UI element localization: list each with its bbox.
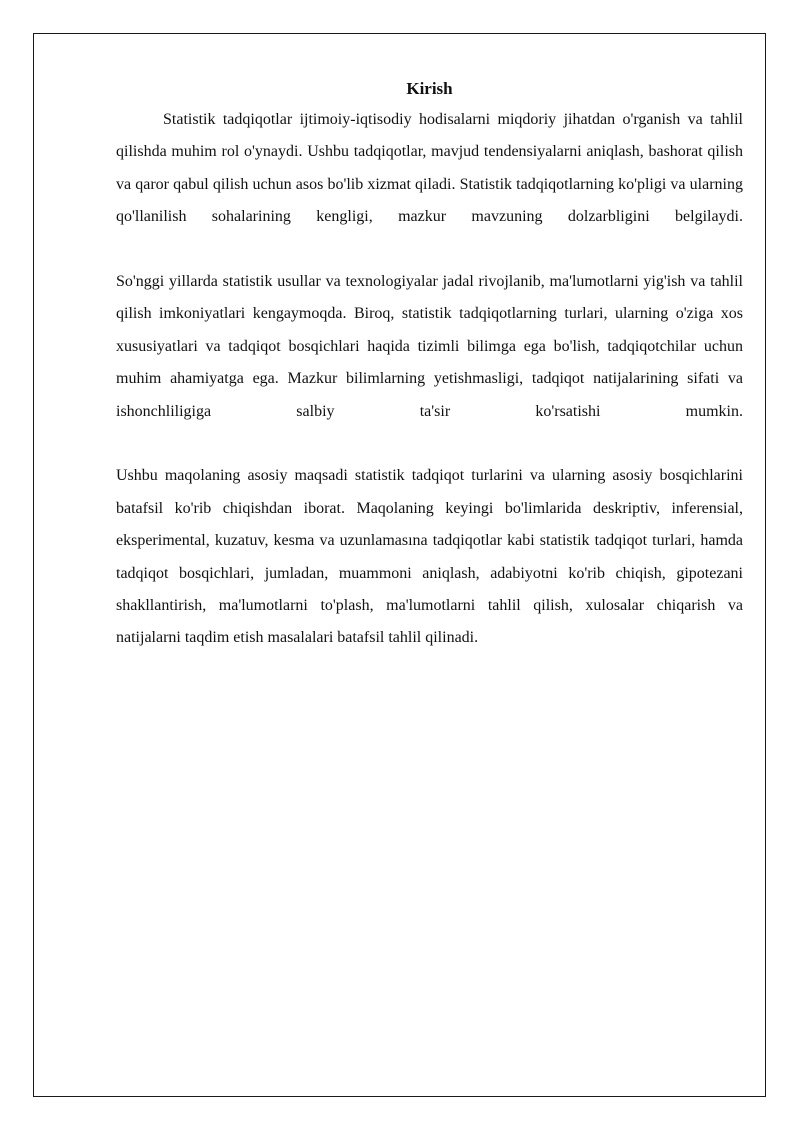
paragraph-intro: Statistik tadqiqotlar ijtimoiy-iqtisodiy hodisalarni miqdoriy jihatdan o'rganish va tahlil qilishda muhim rol o'ynaydi. Ushbu tadqiqotlar, mavjud tendensiyalarni aniqlash, bashorat qilish va qaror qabul qilish uchun asos bo'lib xizmat qiladi. Statistik tadqiqotlarning ko'pligi va ularning qo'llanilish sohalarining kengligi, mazkur mavzuning dolzarbligini belgilaydi.	[116, 111, 743, 226]
paragraph-gap	[116, 234, 743, 266]
paragraph-aim: Ushbu maqolaning asosiy maqsadi statistik tadqiqot turlarini va ularning asosiy bosqichlarini batafsil ko'rib chiqishdan iborat. Maqolaning keyingi bo'limlarida deskriptiv, inferensial, eksperimental, kuzatuv, kesma va uzunlamasına tadqiqotlar kabi statistik tadqiqot turlari, hamda tadqiqot bosqichlari, jumladan, muammoni aniqlash, adabiyotni ko'rib chiqish, gipotezani shakllantirish, ma'lumotlarni to'plash, ma'lumotlarni tahlil qilish, xulosalar chiqarish va natijalarni taqdim etish masalalari batafsil tahlil qilinadi.	[116, 467, 743, 647]
section-title: Kirish	[406, 79, 453, 98]
paragraph-context: So'nggi yillarda statistik usullar va texnologiyalar jadal rivojlanib, ma'lumotlarni yig'ish va tahlil qilish imkoniyatlari kengaymoqda. Biroq, statistik tadqiqotlarning turlari, ularning o'ziga xos xususiyatlari va tadqiqot bosqichlari haqida tizimli bilimga ega bo'lish, tadqiqotchilar uchun muhim ahamiyatga ega. Mazkur bilimlarning yetishmasligi, tadqiqot natijalarining sifati va ishonchliligiga salbiy ta'sir ko'rsatishi mumkin.	[116, 273, 743, 420]
document-body	[116, 76, 743, 655]
paragraph-gap	[116, 428, 743, 460]
